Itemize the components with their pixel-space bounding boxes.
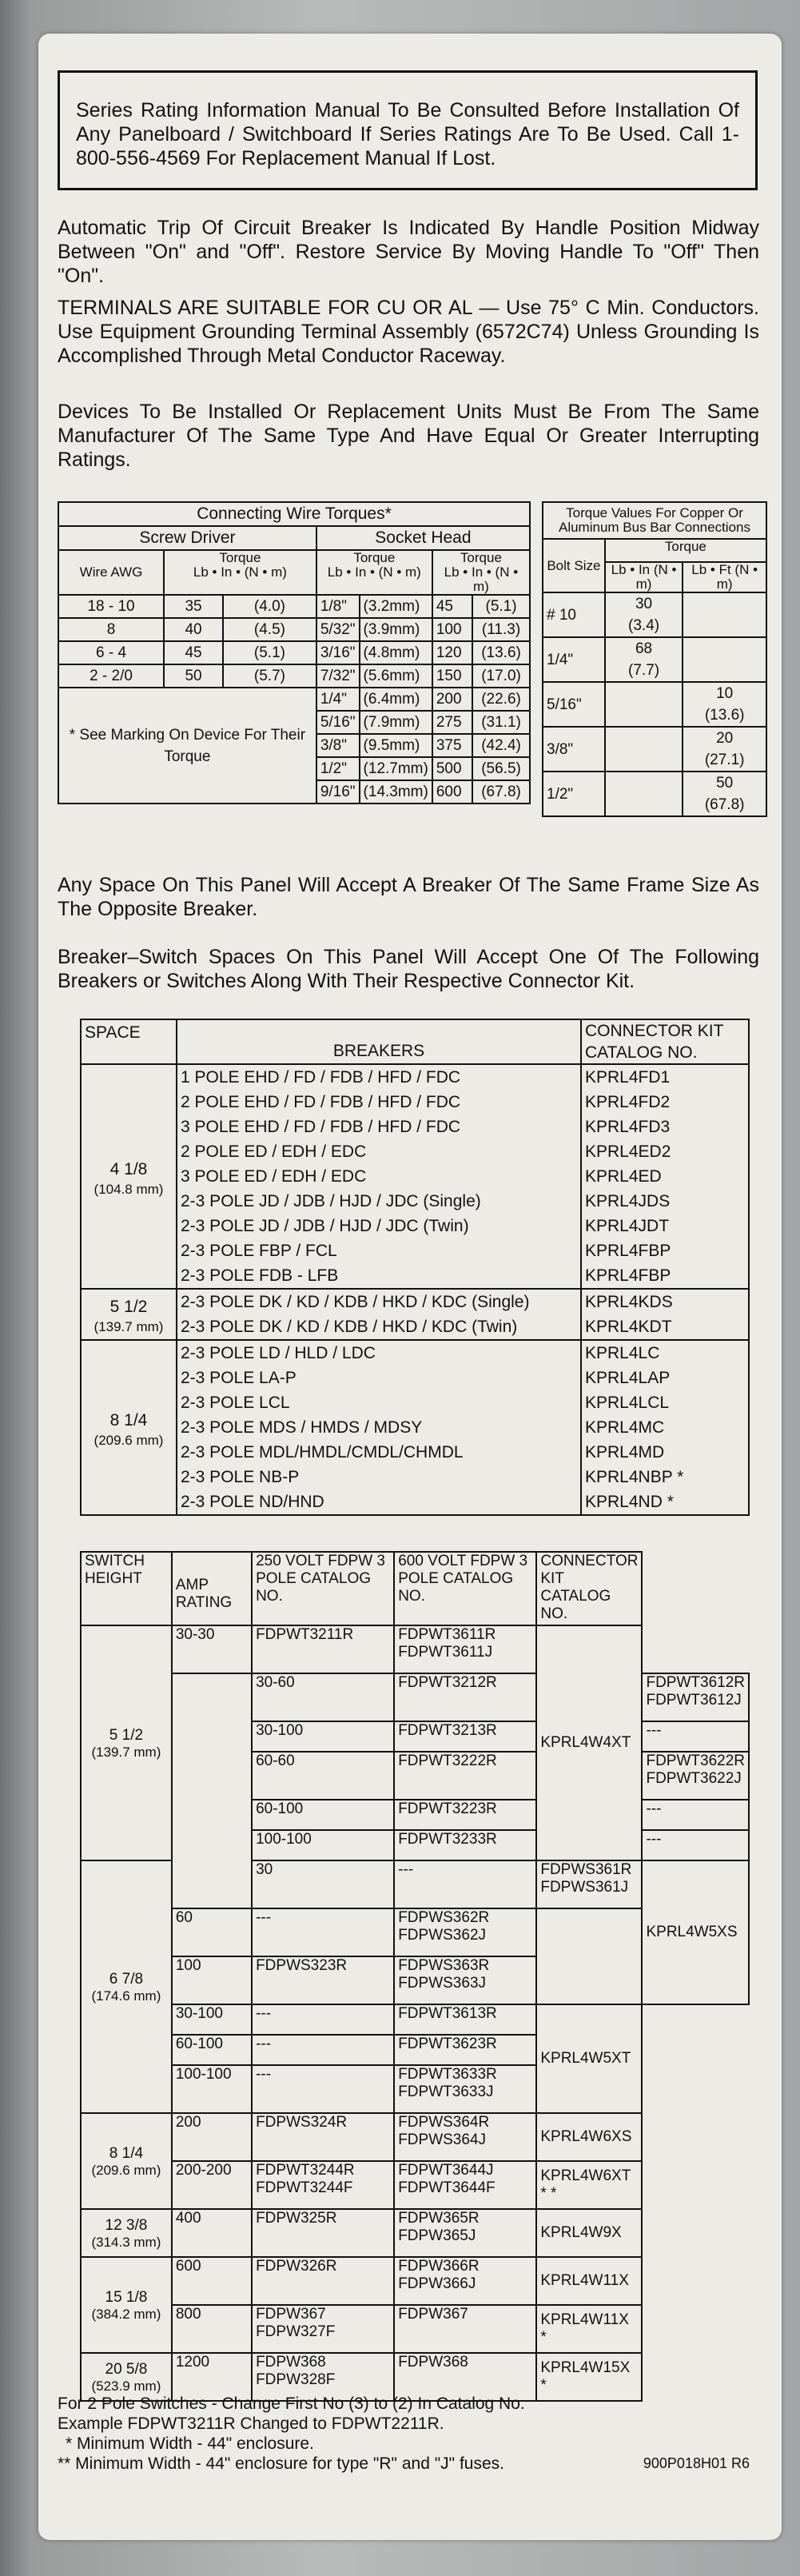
breaker-type: 2-3 POLE JD / JDB / HJD / JDC (Single)	[177, 1189, 581, 1214]
socket-lbin: 150	[432, 664, 472, 688]
screw-nm: (5.7)	[223, 664, 316, 688]
amp-rating: 1200	[172, 2353, 252, 2401]
catalog-600v: FDPWT3611R FDPWT3611J	[394, 1625, 536, 1673]
socket-size-mm: (9.5mm)	[360, 734, 432, 757]
breaker-kit: KPRL4LCL	[581, 1390, 749, 1415]
socket-size-mm: (3.9mm)	[360, 618, 432, 641]
bus-lb-in	[605, 592, 683, 637]
switch-connector-kit: KPRL4W11X	[536, 2257, 642, 2305]
bolt-size-header: Bolt Size	[543, 539, 605, 592]
breaker-kit: KPRL4FD2	[581, 1090, 749, 1115]
breaker-row	[81, 1164, 749, 1189]
amp-rating: 100-100	[252, 1830, 394, 1860]
screw-lbin: 40	[164, 618, 223, 641]
breaker-row	[81, 1366, 749, 1390]
catalog-250v: ---	[252, 2004, 394, 2035]
terminals-paragraph: TERMINALS ARE SUITABLE FOR CU OR AL — Use 75° C Min. Conductors. Use Equipment Grounding Terminal Assembly (6572C74) Unless Grounding Is Accomplished Through Metal Conductor Raceway.	[58, 297, 759, 367]
switch-connector-kit: KPRL4W5XT	[536, 2004, 642, 2113]
wire-torque-note: * See Marking On Device For Their Torque	[58, 688, 316, 804]
switch-height	[81, 2209, 172, 2257]
amp-rating: 600	[172, 2257, 252, 2305]
breaker-space	[81, 1064, 177, 1289]
catalog-600v: FDPWT3644J FDPWT3644F	[394, 2161, 536, 2209]
catalog-600v: FDPWS361R FDPWS361J	[536, 1860, 642, 1908]
socket-torque-header-2: Torque Lb • In • (N • m)	[432, 550, 530, 595]
breaker-type: 2-3 POLE FBP / FCL	[177, 1238, 581, 1263]
wire-torque-title: Connecting Wire Torques*	[58, 502, 530, 526]
breaker-kit: KPRL4FD1	[581, 1064, 749, 1090]
amp-rating: 100-100	[172, 2065, 252, 2113]
wire-torque-row	[58, 595, 530, 618]
amp-rating: 30-30	[172, 1625, 252, 1673]
socket-torque-header: Torque Lb • In • (N • m)	[316, 550, 432, 595]
socket-nm: (5.1)	[472, 595, 530, 618]
catalog-600v: FDPW367	[394, 2305, 536, 2353]
breaker-type: 2-3 POLE NB-P	[177, 1465, 581, 1489]
catalog-600v: FDPW366R FDPW366J	[394, 2257, 536, 2305]
breaker-row	[81, 1189, 749, 1214]
breaker-row	[81, 1214, 749, 1238]
wire-torque-row	[58, 664, 530, 688]
switch-height	[81, 1625, 172, 1860]
catalog-600v: FDPWT3633R FDPWT3633J	[394, 2065, 536, 2113]
bus-lb-in	[605, 772, 683, 816]
catalog-250v: ---	[252, 2035, 394, 2065]
socket-lbin: 375	[432, 734, 472, 757]
bus-lb-ft-value: 20	[716, 730, 734, 747]
bolt-size: 1/2"	[543, 772, 605, 816]
catalog-250v: FDPWT3211R	[252, 1625, 394, 1673]
switch-row	[81, 2209, 749, 2257]
catalog-250v: FDPW367 FDPW327F	[252, 2305, 394, 2353]
screw-driver-header: Screw Driver	[58, 526, 316, 550]
bolt-size: # 10	[543, 592, 605, 637]
wire-awg: 6 - 4	[58, 641, 164, 664]
wire-torque-row	[58, 641, 530, 664]
wire-awg: 2 - 2/0	[58, 664, 164, 688]
switch-connector-kit: KPRL4W5XS	[642, 1860, 749, 2004]
amp-rating: 30-100	[252, 1721, 394, 1752]
wire-awg-header: Wire AWG	[58, 550, 164, 595]
bus-torque-header: Torque	[605, 539, 766, 562]
breaker-type: 3 POLE EHD / FD / FDB / HFD / FDC	[177, 1115, 581, 1139]
bus-torque-table	[542, 501, 767, 817]
breaker-row	[81, 1115, 749, 1139]
amp-rating: 800	[172, 2305, 252, 2353]
switch-row	[81, 2305, 749, 2353]
bolt-size: 5/16"	[543, 682, 605, 727]
catalog-250v: FDPWT3244R FDPWT3244F	[252, 2161, 394, 2209]
footer-last-row	[58, 2454, 761, 2474]
switch-height-mm: (314.3 mm)	[91, 2234, 161, 2250]
footer-line-4: ** Minimum Width - 44" enclosure for type "R" and "J" fuses.	[58, 2454, 504, 2473]
socket-size: 5/32"	[316, 618, 360, 641]
footer	[58, 2394, 761, 2474]
amp-rating: 60-60	[252, 1752, 394, 1800]
switch-height-mm: (174.6 mm)	[91, 1988, 161, 2004]
switch-row	[81, 2161, 749, 2209]
breaker-row	[81, 1263, 749, 1289]
bus-lb-in	[605, 682, 683, 727]
switch-table	[80, 1551, 750, 2402]
amp-rating: 60	[172, 1908, 252, 1956]
switch-row	[81, 2113, 749, 2161]
catalog-250v: ---	[252, 2065, 394, 2113]
label-code: 900P018H01 R6	[643, 2455, 750, 2471]
socket-lbin: 120	[432, 641, 472, 664]
instruction-label	[38, 34, 782, 2540]
volt-250-header: 250 VOLT FDPW 3 POLE CATALOG NO.	[252, 1552, 394, 1625]
switch-height-value: 15 1/8	[105, 2288, 148, 2306]
breaker-row	[81, 1390, 749, 1415]
wire-torque-row	[58, 618, 530, 641]
bus-lb-ft	[683, 682, 766, 727]
breaker-row	[81, 1465, 749, 1489]
bus-lb-ft-value: 50	[716, 775, 734, 792]
breakers-header: BREAKERS	[177, 1019, 581, 1064]
socket-lbin: 275	[432, 711, 472, 734]
socket-lbin: 500	[432, 757, 472, 780]
amp-rating: 100	[172, 1956, 252, 2004]
breaker-kit: KPRL4NBP *	[581, 1465, 749, 1489]
bolt-size: 3/8"	[543, 727, 605, 772]
space-size: 5 1/2	[109, 1298, 148, 1316]
catalog-250v: ---	[394, 1860, 536, 1908]
breaker-type: 3 POLE ED / EDH / EDC	[177, 1164, 581, 1189]
screw-lbin: 50	[164, 664, 223, 688]
socket-size: 5/16"	[316, 711, 360, 734]
bus-torque-row	[543, 727, 766, 772]
bus-torque-row	[543, 682, 766, 727]
footer-line-2: Example FDPWT3211R Changed to FDPWT2211R.	[58, 2415, 444, 2433]
socket-size: 9/16"	[316, 780, 360, 804]
screw-lbin: 35	[164, 595, 223, 618]
catalog-250v: FDPW326R	[252, 2257, 394, 2305]
bolt-size: 1/4"	[543, 637, 605, 682]
switch-connector-kit: KPRL4W6XS	[536, 2113, 642, 2161]
socket-nm: (56.5)	[472, 757, 530, 780]
breaker-table	[80, 1019, 750, 1516]
amp-rating: 30-60	[252, 1673, 394, 1721]
screw-nm: (5.1)	[223, 641, 316, 664]
amp-rating: 30	[252, 1860, 394, 1908]
socket-lbin: 45	[432, 595, 472, 618]
breaker-type: 1 POLE EHD / FD / FDB / HFD / FDC	[177, 1064, 581, 1090]
socket-size-mm: (5.6mm)	[360, 664, 432, 688]
space-paragraph: Any Space On This Panel Will Accept A Breaker Of The Same Frame Size As The Opposite Breaker.	[58, 874, 759, 920]
socket-nm: (31.1)	[472, 711, 530, 734]
space-size-mm: (104.8 mm)	[94, 1181, 164, 1197]
screw-lbin: 45	[164, 641, 223, 664]
catalog-250v: FDPWT3223R	[394, 1800, 536, 1830]
bus-torque-row	[543, 772, 766, 816]
breaker-switch-paragraph: Breaker–Switch Spaces On This Panel Will Accept One Of The Following Breakers or Switches Along With Their Respective Connector Kit.	[58, 946, 759, 992]
switch-height	[81, 2257, 172, 2353]
breaker-type: 2 POLE EHD / FD / FDB / HFD / FDC	[177, 1090, 581, 1115]
bus-torque-title: Torque Values For Copper Or Aluminum Bus Bar Connections	[543, 502, 766, 539]
catalog-250v: FDPWT3212R	[394, 1673, 536, 1721]
breaker-type: 2 POLE ED / EDH / EDC	[177, 1139, 581, 1164]
bus-lb-in-nm: (7.7)	[628, 662, 660, 679]
devices-paragraph: Devices To Be Installed Or Replacement Units Must Be From The Same Manufacturer Of The Same Type And Have Equal Or Greater Interrupting Ratings.	[58, 401, 759, 471]
catalog-600v: ---	[642, 1830, 749, 1860]
breaker-kit: KPRL4ED2	[581, 1139, 749, 1164]
catalog-600v: FDPWS364R FDPWS364J	[394, 2113, 536, 2161]
series-rating-notice	[58, 70, 758, 190]
breaker-kit: KPRL4ND *	[581, 1489, 749, 1515]
bus-lb-in	[605, 637, 683, 682]
switch-height-mm: (139.7 mm)	[91, 1744, 161, 1760]
breaker-type: 2-3 POLE MDS / HMDS / MDSY	[177, 1415, 581, 1440]
switch-height	[172, 1673, 252, 1908]
switch-height-value: 8 1/4	[109, 2144, 144, 2162]
catalog-600v: ---	[642, 1800, 749, 1830]
breaker-row	[81, 1314, 749, 1340]
breaker-row	[81, 1415, 749, 1440]
socket-size-mm: (12.7mm)	[360, 757, 432, 780]
breaker-kit: KPRL4JDT	[581, 1214, 749, 1238]
breaker-kit: KPRL4FBP	[581, 1238, 749, 1263]
amp-rating: 200	[172, 2113, 252, 2161]
wire-torque-row	[58, 688, 530, 711]
switch-height	[81, 1860, 172, 2113]
bus-lb-ft	[683, 727, 766, 772]
socket-nm: (67.8)	[472, 780, 530, 804]
socket-size-mm: (6.4mm)	[360, 688, 432, 711]
catalog-250v: FDPWT3213R	[394, 1721, 536, 1752]
catalog-250v: FDPW368 FDPW328F	[252, 2353, 394, 2401]
bus-lb-ft-nm: (13.6)	[704, 707, 745, 724]
catalog-600v: FDPWT3613R	[394, 2004, 536, 2035]
wire-awg: 8	[58, 618, 164, 641]
switch-connector-kit: KPRL4W9X	[536, 2209, 642, 2257]
socket-nm: (42.4)	[472, 734, 530, 757]
breaker-kit: KPRL4KDS	[581, 1289, 749, 1314]
space-size-mm: (139.7 mm)	[94, 1319, 164, 1334]
lb-in-header: Lb • In (N • m)	[605, 562, 683, 592]
screw-torque-header: Torque Lb • In • (N • m)	[164, 550, 316, 595]
socket-size-mm: (7.9mm)	[360, 711, 432, 734]
bus-lb-in	[605, 727, 683, 772]
breaker-row	[81, 1340, 749, 1366]
catalog-250v: FDPWS324R	[252, 2113, 394, 2161]
breaker-type: 2-3 POLE FDB - LFB	[177, 1263, 581, 1289]
socket-size: 1/8"	[316, 595, 360, 618]
breaker-row	[81, 1289, 749, 1314]
screw-nm: (4.0)	[223, 595, 316, 618]
breaker-type: 2-3 POLE MDL/HMDL/CMDL/CHMDL	[177, 1440, 581, 1465]
amp-rating: 200-200	[172, 2161, 252, 2209]
wire-awg: 18 - 10	[58, 595, 164, 618]
breaker-space	[81, 1340, 177, 1515]
series-rating-text: Series Rating Information Manual To Be Consulted Before Installation Of Any Panelboard / Switchboard If Series Ratings Are To Be Used. Call 1-800-556-4569 For Replacement Manual If Lost.	[76, 99, 739, 169]
switch-height	[81, 2113, 172, 2209]
switch-connector-kit: KPRL4W11X *	[536, 2305, 642, 2353]
socket-size: 7/32"	[316, 664, 360, 688]
switch-connector-kit: KPRL4W6XT * *	[536, 2161, 642, 2209]
breaker-kit: KPRL4MC	[581, 1415, 749, 1440]
catalog-250v: ---	[252, 1908, 394, 1956]
socket-size-mm: (4.8mm)	[360, 641, 432, 664]
switch-height-mm: (384.2 mm)	[91, 2306, 161, 2322]
breaker-type: 2-3 POLE LCL	[177, 1390, 581, 1415]
socket-head-header: Socket Head	[316, 526, 530, 550]
catalog-600v: FDPWT3622R FDPWT3622J	[642, 1752, 749, 1800]
socket-lbin: 600	[432, 780, 472, 804]
bus-lb-ft	[683, 592, 766, 637]
catalog-600v: FDPWS362R FDPWS362J	[394, 1908, 536, 1956]
breaker-kit: KPRL4JDS	[581, 1189, 749, 1214]
catalog-600v: FDPWT3623R	[394, 2035, 536, 2065]
breaker-kit: KPRL4ED	[581, 1164, 749, 1189]
breaker-type: 2-3 POLE DK / KD / KDB / HKD / KDC (Twin)	[177, 1314, 581, 1340]
bus-lb-ft-value: 10	[716, 685, 734, 702]
switch-row	[81, 2257, 749, 2305]
switch-height-header: SWITCH HEIGHT	[81, 1552, 172, 1625]
bus-torque-row	[543, 637, 766, 682]
breaker-row	[81, 1489, 749, 1515]
switch-row	[81, 2004, 749, 2035]
switch-connector-kit: KPRL4W4XT	[536, 1625, 642, 1860]
breaker-row	[81, 1139, 749, 1164]
screw-nm: (4.5)	[223, 618, 316, 641]
bus-lb-ft	[683, 772, 766, 816]
wire-torque-table	[58, 501, 531, 804]
amp-rating: 60-100	[172, 2035, 252, 2065]
breaker-type: 2-3 POLE LD / HLD / LDC	[177, 1340, 581, 1366]
switch-height-mm: (209.6 mm)	[91, 2162, 161, 2178]
breaker-row	[81, 1238, 749, 1263]
catalog-250v: FDPWS323R	[252, 1956, 394, 2004]
socket-lbin: 200	[432, 688, 472, 711]
switch-row	[81, 2065, 749, 2113]
switch-height-value: 5 1/2	[109, 1726, 144, 1744]
catalog-250v: FDPW325R	[252, 2209, 394, 2257]
breaker-kit: KPRL4MD	[581, 1440, 749, 1465]
space-size: 8 1/4	[109, 1410, 148, 1430]
breaker-row	[81, 1090, 749, 1115]
breaker-kit: KPRL4KDT	[581, 1314, 749, 1340]
lb-ft-header: Lb • Ft (N • m)	[683, 562, 766, 592]
amp-rating: 60-100	[252, 1800, 394, 1830]
breaker-row	[81, 1440, 749, 1465]
catalog-600v: FDPW365R FDPW365J	[394, 2209, 536, 2257]
catalog-600v: FDPWS363R FDPWS363J	[394, 1956, 536, 2004]
switch-row	[81, 2035, 749, 2065]
space-size: 4 1/8	[109, 1159, 148, 1178]
catalog-250v: FDPWT3233R	[394, 1830, 536, 1860]
socket-size: 1/2"	[316, 757, 360, 780]
bus-lb-ft-nm: (67.8)	[704, 796, 745, 813]
bus-lb-in-value: 30	[635, 596, 653, 612]
breaker-row	[81, 1064, 749, 1090]
breaker-space	[81, 1289, 177, 1340]
breaker-type: 2-3 POLE LA-P	[177, 1366, 581, 1390]
amp-rating-header: AMP RATING	[172, 1552, 252, 1625]
switch-connector-kit: KPRL4W15X *	[536, 2353, 642, 2401]
bus-lb-ft	[683, 637, 766, 682]
bus-lb-in-nm: (3.4)	[628, 617, 660, 634]
socket-size: 3/8"	[316, 734, 360, 757]
switch-row	[81, 1673, 749, 1721]
footer-line-1: For 2 Pole Switches - Change First No (3) to (2) In Catalog No.	[58, 2395, 525, 2413]
amp-rating: 30-100	[172, 2004, 252, 2035]
volt-600-header: 600 VOLT FDPW 3 POLE CATALOG NO.	[394, 1552, 536, 1625]
breaker-kit: KPRL4LAP	[581, 1366, 749, 1390]
space-size-mm: (209.6 mm)	[94, 1432, 164, 1448]
socket-size-mm: (3.2mm)	[360, 595, 432, 618]
socket-nm: (13.6)	[472, 641, 530, 664]
amp-rating: 400	[172, 2209, 252, 2257]
catalog-600v: FDPWT3612R FDPWT3612J	[642, 1673, 749, 1721]
catalog-250v: FDPWT3222R	[394, 1752, 536, 1800]
switch-row	[81, 1625, 749, 1673]
breaker-type: 2-3 POLE DK / KD / KDB / HKD / KDC (Single)	[177, 1289, 581, 1314]
socket-lbin: 100	[432, 618, 472, 641]
socket-nm: (11.3)	[472, 618, 530, 641]
breaker-type: 2-3 POLE ND/HND	[177, 1489, 581, 1515]
socket-size: 3/16"	[316, 641, 360, 664]
catalog-600v: ---	[642, 1721, 749, 1752]
trip-paragraph: Automatic Trip Of Circuit Breaker Is Indicated By Handle Position Midway Between "On" and "Off". Restore Service By Moving Handle To "Off" Then "On".	[58, 217, 759, 287]
socket-size: 1/4"	[316, 688, 360, 711]
connector-kit-header: CONNECTOR KIT CATALOG NO.	[581, 1019, 749, 1064]
socket-nm: (22.6)	[472, 688, 530, 711]
footer-line-3: * Minimum Width - 44" enclosure.	[66, 2434, 314, 2453]
switch-height-mm: (523.9 mm)	[91, 2378, 161, 2394]
socket-size-mm: (14.3mm)	[360, 780, 432, 804]
switch-height-value: 12 3/8	[105, 2216, 148, 2234]
switch-height-value: 20 5/8	[105, 2360, 148, 2378]
bus-lb-in-value: 68	[635, 640, 653, 657]
bus-lb-ft-nm: (27.1)	[704, 752, 745, 768]
breaker-type: 2-3 POLE JD / JDB / HJD / JDC (Twin)	[177, 1214, 581, 1238]
breaker-kit: KPRL4LC	[581, 1340, 749, 1366]
breaker-kit: KPRL4FD3	[581, 1115, 749, 1139]
switch-kit-header: CONNECTOR KIT CATALOG NO.	[536, 1552, 642, 1625]
switch-height-value: 6 7/8	[109, 1970, 144, 1988]
breaker-kit: KPRL4FBP	[581, 1263, 749, 1289]
catalog-600v: FDPW368	[394, 2353, 536, 2401]
socket-nm: (17.0)	[472, 664, 530, 688]
bus-torque-row	[543, 592, 766, 637]
space-header: SPACE	[81, 1019, 177, 1064]
